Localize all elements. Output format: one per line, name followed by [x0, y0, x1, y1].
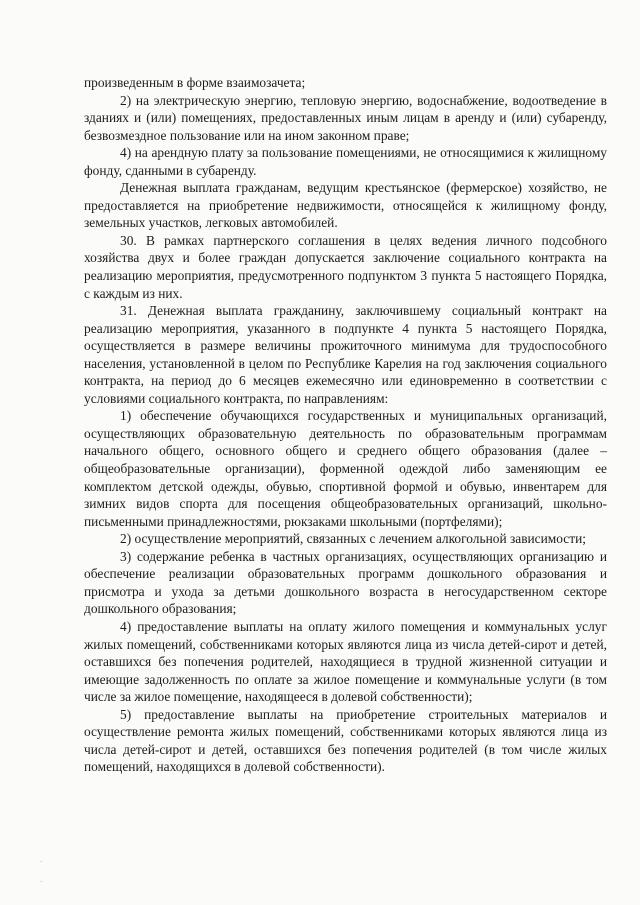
paragraph-direction-1: 1) обеспечение обучающихся государственных и муниципальных организаций, осуществляющих образовательную деятельность по образовательным программам начального общего, основного общего и среднего общего образования (далее – общеобразовательные организации), форменной одеждой либо заменяющим ее комплектом детской одежды, обувью, спортивной формой и обувью, инвентарем для зимних видов спорта для посещения общеобразовательных организаций, школьно-письменными принадлежностями, рюкзаками школьными (портфелями);: [84, 408, 607, 529]
document-body: [84, 74, 607, 776]
paragraph-direction-5: 5) предоставление выплаты на приобретение строительных материалов и осуществление ремонта жилых помещений, собственниками которых являются лица из числа детей-сирот и детей, оставшихся без попечения родителей (в том числе жилых помещений, находящихся в долевой собственности).: [84, 706, 607, 775]
paragraph-clause-31: 31. Денежная выплата гражданину, заключившему социальный контракт на реализацию мероприятия, указанного в подпункте 4 пункта 5 настоящего Порядка, осуществляется в размере величины прожиточного минимума для трудоспособного населения, установленной в целом по Республике Карелия на год заключения социального контракта, на период до 6 месяцев ежемесячно или единовременно в соответствии с условиями социального контракта, по направлениям:: [84, 303, 607, 406]
scan-artifact-mark: ·: [40, 858, 43, 866]
paragraph-direction-3: 3) содержание ребенка в частных организациях, осуществляющих организацию и обеспечение реализации образовательных программ дошкольного образования и присмотра и ухода за детьми дошкольного возраста в негосударственном секторе дошкольного образования;: [84, 548, 607, 617]
paragraph-clause-30: 30. В рамках партнерского соглашения в целях ведения личного подсобного хозяйства двух и более граждан допускается заключение социального контракта на реализацию мероприятия, предусмотренного подпунктом 3 пункта 5 настоящего Порядка, с каждым из них.: [84, 232, 607, 301]
paragraph-continuation: произведенным в форме взаимозачета;: [84, 75, 306, 90]
paragraph-farm-restriction: Денежная выплата гражданам, ведущим крестьянское (фермерское) хозяйство, не предоставляется на приобретение недвижимости, относящейся к жилищному фонду, земельных участков, легковых автомобилей.: [84, 180, 607, 231]
paragraph-direction-2: 2) осуществление мероприятий, связанных с лечением алкогольной зависимости;: [120, 531, 586, 547]
scan-artifact-mark: ·: [40, 878, 43, 886]
paragraph-direction-4: 4) предоставление выплаты на оплату жилого помещения и коммунальных услуг жилых помещений, собственниками которых являются лица из числа детей-сирот и детей, оставшихся без попечения родителей, находящиеся в трудной жизненной ситуации и имеющие задолженность по оплате за жилое помещение и коммунальные услуги (в том числе за жилое помещение, находящееся в долевой собственности);: [84, 618, 607, 705]
paragraph-item-4-rent: 4) на арендную плату за пользование помещениями, не относящимися к жилищному фонду, сданными в субаренду.: [84, 145, 607, 178]
paragraph-item-2-utilities: 2) на электрическую энергию, тепловую энергию, водоснабжение, водоотведение в зданиях и (или) помещениях, предоставленных иным лицам в аренду и (или) субаренду, безвозмездное пользование или на ином законном праве;: [84, 92, 607, 143]
